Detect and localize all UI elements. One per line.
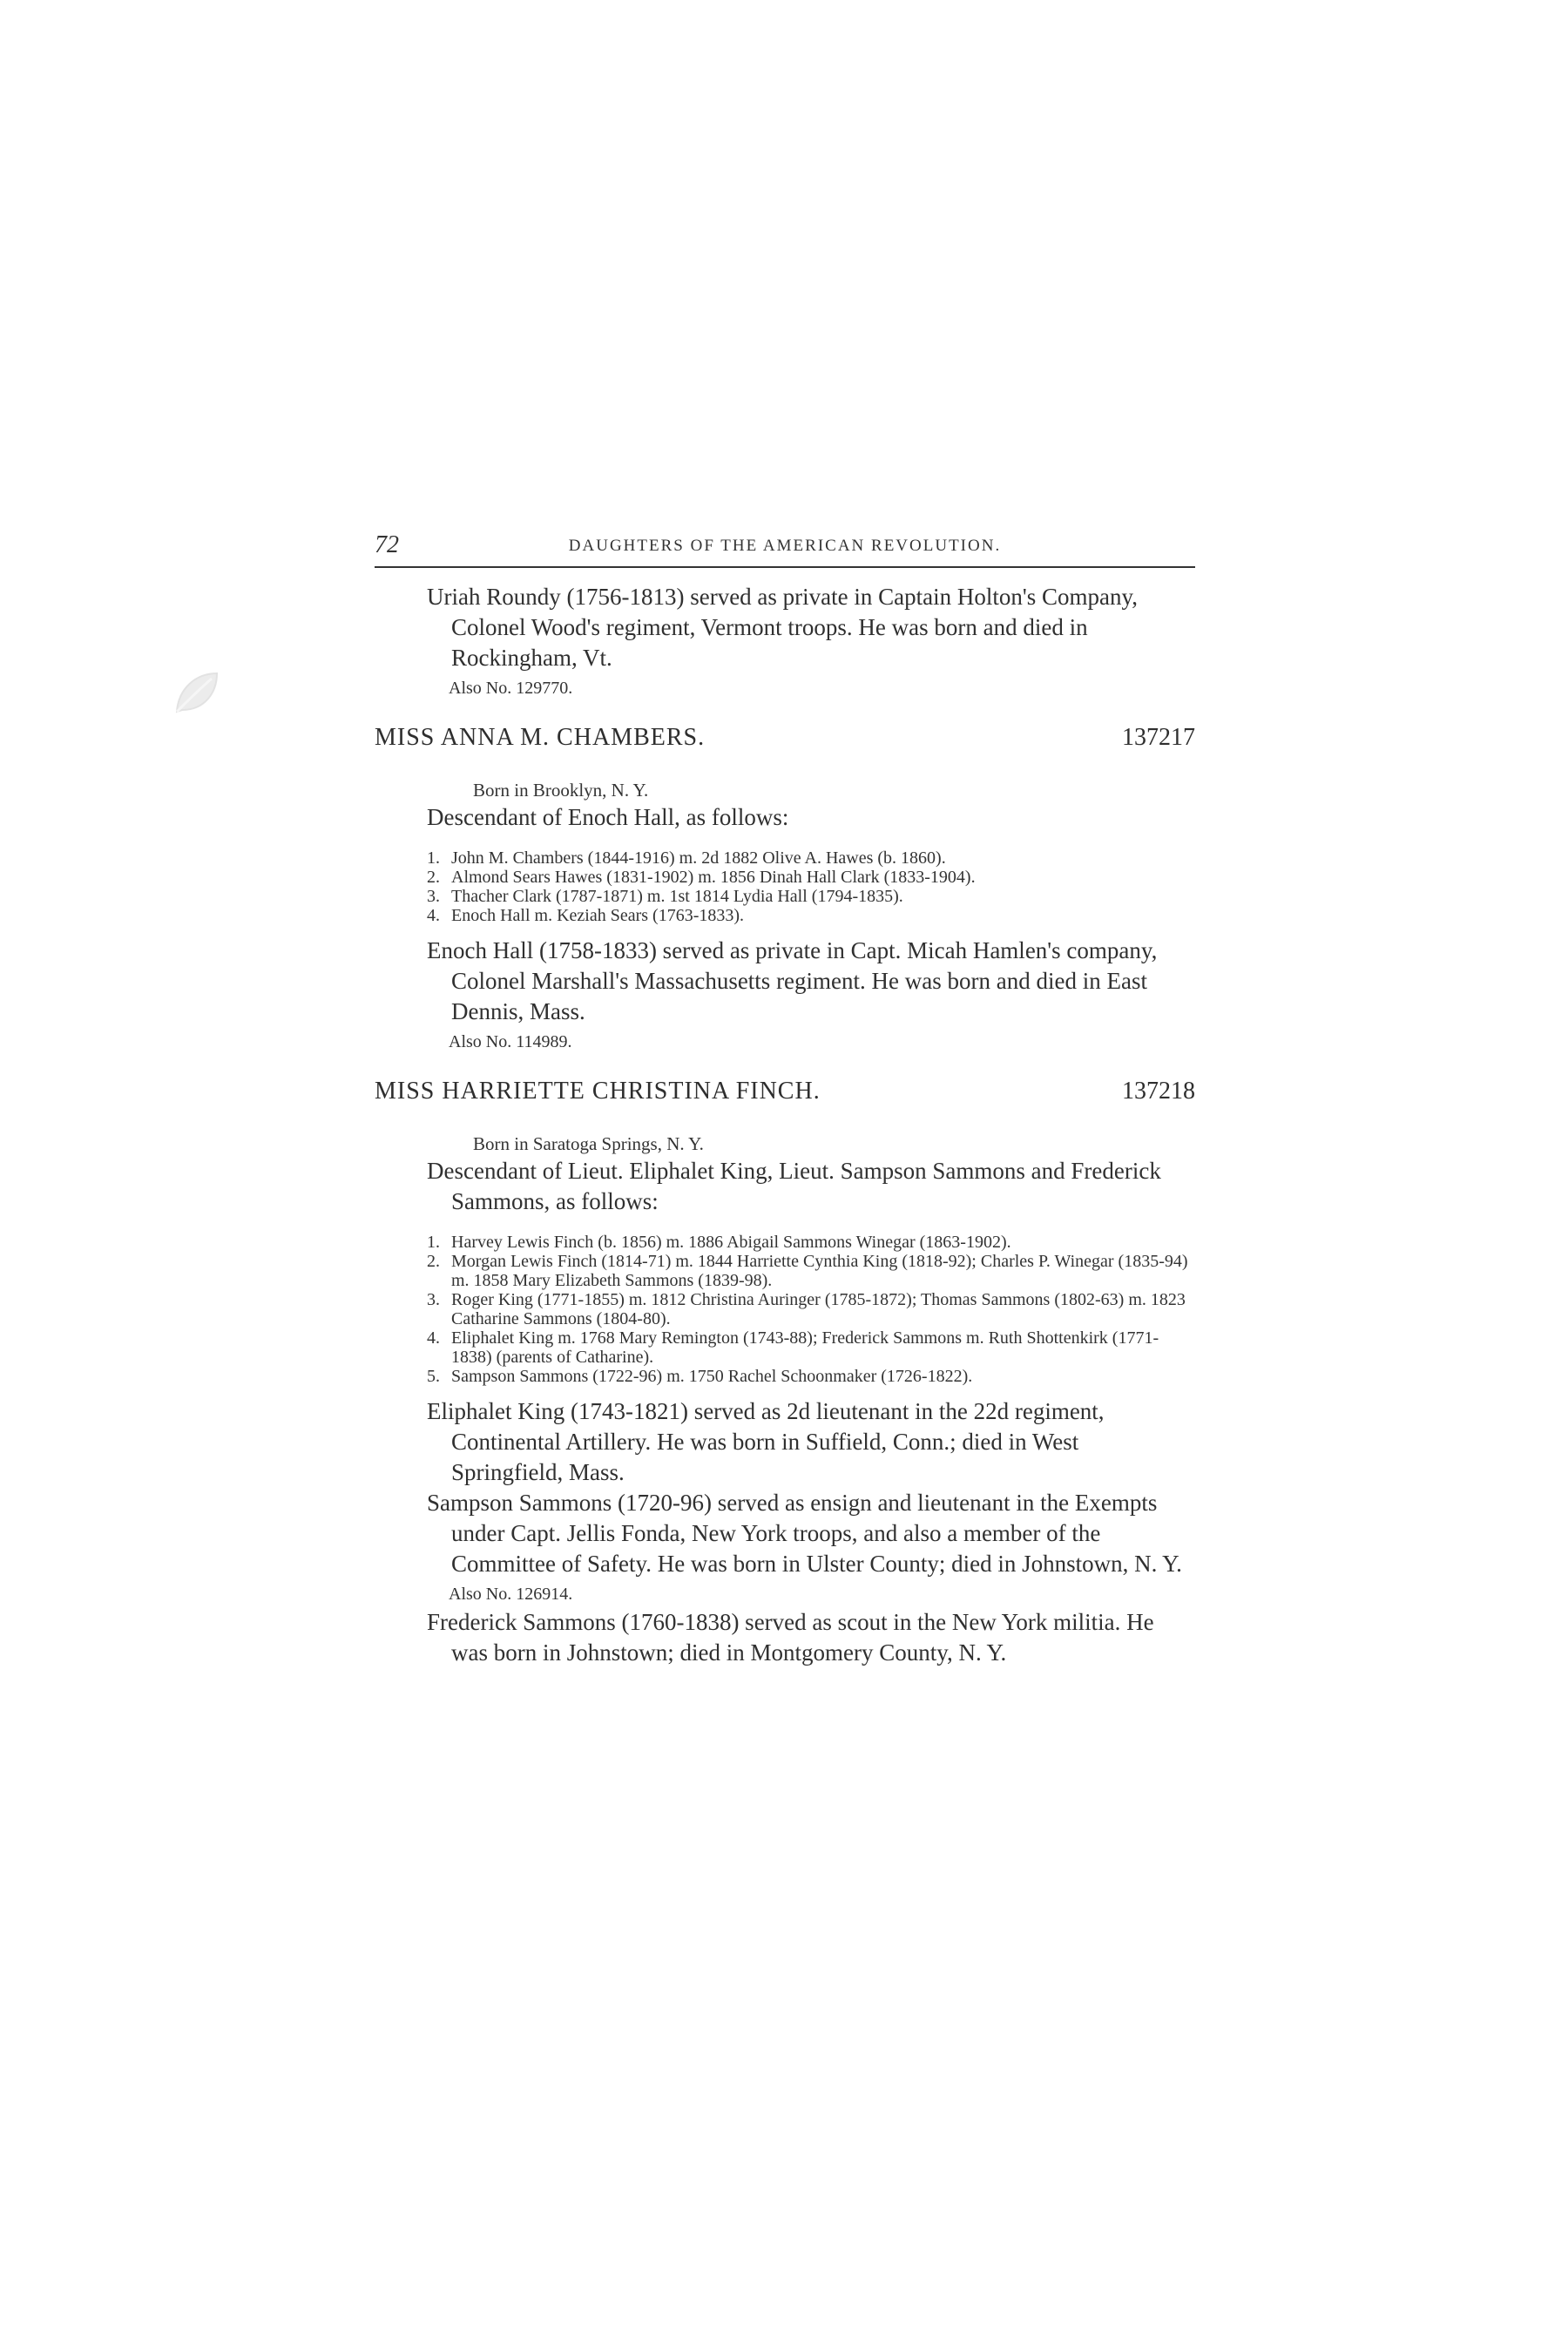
lineage-item [375, 1328, 1195, 1367]
lineage-item-text: Almond Sears Hawes (1831-1902) m. 1856 Dinah Hall Clark (1833-1904). [451, 868, 976, 887]
service-paragraph: Eliphalet King (1743-1821) served as 2d lieutenant in the 22d regiment, Continental Artillery. He was born in Suffield, Conn.; died in West Springfield, Mass. [427, 1398, 1105, 1485]
lineage-item [375, 906, 1195, 925]
member-heading [375, 724, 1195, 759]
lineage-item-text: John M. Chambers (1844-1916) m. 2d 1882 Olive A. Hawes (b. 1860). [451, 848, 946, 868]
service-paragraph: Enoch Hall (1758-1833) served as private in Capt. Micah Hamlen's company, Colonel Marshall's Massachusetts regiment. He was born and died in East Dennis, Mass. [427, 937, 1158, 1024]
page-number: 72 [375, 531, 399, 558]
birthplace: Born in Saratoga Springs, N. Y. [473, 1133, 704, 1154]
lineage-item-number: 4. [427, 1328, 440, 1348]
lineage-item-number: 4. [427, 906, 440, 925]
lineage-item [375, 887, 1195, 906]
lineage-item-number: 1. [427, 848, 440, 868]
continued-service-paragraph: Uriah Roundy (1756-1813) served as private in Captain Holton's Company, Colonel Wood's regiment, Vermont troops. He was born and died in Rockingham, Vt. [427, 584, 1138, 671]
page-content [375, 531, 1195, 1668]
lineage-item-text: Sampson Sammons (1722-96) m. 1750 Rachel Schoonmaker (1726-1822). [451, 1367, 973, 1386]
lineage-list [375, 848, 1195, 925]
lineage-item-number: 2. [427, 1252, 440, 1271]
leaf-watermark-icon [170, 666, 222, 719]
lineage-item-text: Enoch Hall m. Keziah Sears (1763-1833). [451, 906, 745, 925]
lineage-item-number: 5. [427, 1367, 440, 1386]
lineage-item [375, 1290, 1195, 1328]
lineage-item [375, 1252, 1195, 1290]
lineage-item-number: 3. [427, 1290, 440, 1309]
lineage-item [375, 1367, 1195, 1386]
lineage-item-text: Roger King (1771-1855) m. 1812 Christina Auringer (1785-1872); Thomas Sammons (1802-63) m. 1823 Catharine Sammons (1804-80). [451, 1290, 1186, 1328]
lineage-item-number: 3. [427, 887, 440, 906]
birthplace: Born in Brooklyn, N. Y. [473, 780, 649, 801]
lineage-item-text: Eliphalet King m. 1768 Mary Remington (1743-88); Frederick Sammons m. Ruth Shottenkirk (1771-1838) (parents of Catharine). [451, 1328, 1159, 1367]
lineage-item-number: 2. [427, 868, 440, 887]
service-paragraph: Frederick Sammons (1760-1838) served as scout in the New York militia. He was born in Johnstown; died in Montgomery County, N. Y. [427, 1609, 1154, 1666]
descendant-line: Descendant of Enoch Hall, as follows: [427, 804, 789, 830]
running-head: DAUGHTERS OF THE AMERICAN REVOLUTION. [568, 537, 1002, 555]
also-number: Also No. 114989. [449, 1032, 572, 1051]
lineage-item-text: Harvey Lewis Finch (b. 1856) m. 1886 Abigail Sammons Winegar (1863-1902). [451, 1233, 1011, 1252]
member-number: 137218 [1122, 1078, 1195, 1105]
member-entry [375, 1078, 1195, 1668]
also-number: Also No. 126914. [449, 1585, 573, 1604]
lineage-item [375, 868, 1195, 887]
lineage-item [375, 1233, 1195, 1252]
page-header [375, 531, 1195, 568]
member-number: 137217 [1122, 724, 1195, 751]
member-entry [375, 724, 1195, 1055]
service-paragraph: Sampson Sammons (1720-96) served as ensign and lieutenant in the Exempts under Capt. Jellis Fonda, New York troops, and also a member of the Committee of Safety. He was born in Ulster County; died in Johnstown, N. Y. [427, 1490, 1182, 1577]
member-heading [375, 1078, 1195, 1112]
member-name: MISS HARRIETTE CHRISTINA FINCH. [375, 1078, 821, 1105]
lineage-list [375, 1233, 1195, 1386]
lineage-item-text: Morgan Lewis Finch (1814-71) m. 1844 Harriette Cynthia King (1818-92); Charles P. Winegar (1835-94) m. 1858 Mary Elizabeth Sammons (1839-98). [451, 1252, 1188, 1290]
descendant-line: Descendant of Lieut. Eliphalet King, Lieut. Sampson Sammons and Frederick Sammons, as follows: [427, 1158, 1161, 1214]
lineage-item-text: Thacher Clark (1787-1871) m. 1st 1814 Lydia Hall (1794-1835). [451, 887, 903, 906]
lineage-item [375, 848, 1195, 868]
also-number: Also No. 129770. [449, 679, 573, 698]
member-name: MISS ANNA M. CHAMBERS. [375, 724, 706, 751]
lineage-item-number: 1. [427, 1233, 440, 1252]
